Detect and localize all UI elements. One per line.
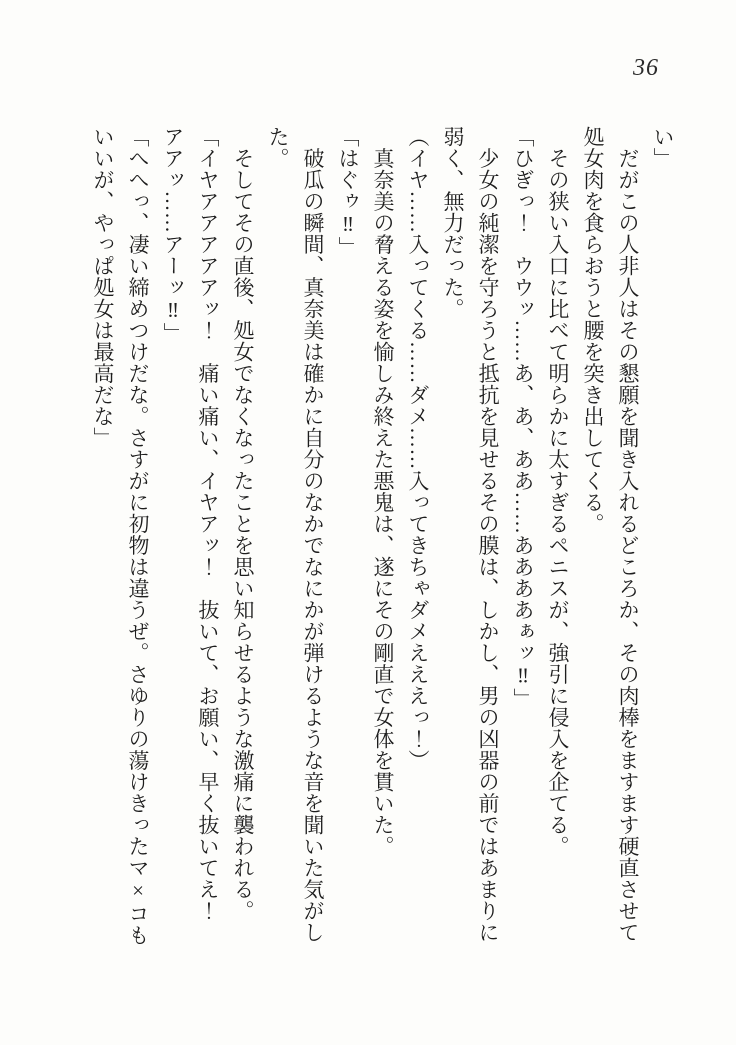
text-line: いいが、やっぱ処女は最高だな」 bbox=[91, 126, 115, 449]
text-line: 少女の純潔を守ろうと抵抗を見せるその膜は、しかし、男の凶器の前ではあまりに bbox=[476, 126, 500, 943]
text-block bbox=[85, 126, 680, 996]
text-line: 「はぐゥ‼」 bbox=[336, 126, 360, 258]
text-line: 処女肉を食らおうと腰を突き出してくる。 bbox=[581, 126, 605, 535]
text-line: （イヤ……入ってくる……ダメ……入ってきちゃダメえええっ！） bbox=[406, 126, 430, 771]
text-line: た。 bbox=[266, 126, 290, 169]
text-line: そしてその直後、処女でなくなったことを思い知らせるような激痛に襲われる。 bbox=[231, 126, 255, 922]
text-line: 「へへっ、凄い締めつけだな。さすがに初物は違うぜ。さゆりの蕩けきったマ×コも bbox=[126, 126, 150, 946]
page-number: 36 bbox=[633, 55, 659, 81]
text-line: 「ひぎっ！ ウウッ……あ、あ、ああ……ああああぁッ‼」 bbox=[511, 126, 535, 710]
text-line: 「イヤアアアアアッ！ 痛い痛い、イヤアッ！ 抜いて、お願い、早く抜いてえ！ bbox=[196, 126, 220, 922]
text-line: 弱く、無力だった。 bbox=[441, 126, 465, 320]
text-line: アアッ……アーッ‼」 bbox=[161, 126, 185, 344]
text-line: 真奈美の脅える姿を愉しみ終えた悪鬼は、遂にその剛直で女体を貫いた。 bbox=[371, 126, 395, 857]
text-line: 破瓜の瞬間、真奈美は確かに自分のなかでなにかが弾けるような音を聞いた気がし bbox=[301, 126, 325, 943]
text-line: その狭い入口に比べて明らかに太すぎるペニスが、強引に侵入を企てる。 bbox=[546, 126, 570, 857]
text-line: だがこの人非人はその懇願を聞き入れるどころか、その肉棒をますます硬直させて bbox=[616, 126, 640, 943]
text-line: い」 bbox=[651, 126, 675, 169]
